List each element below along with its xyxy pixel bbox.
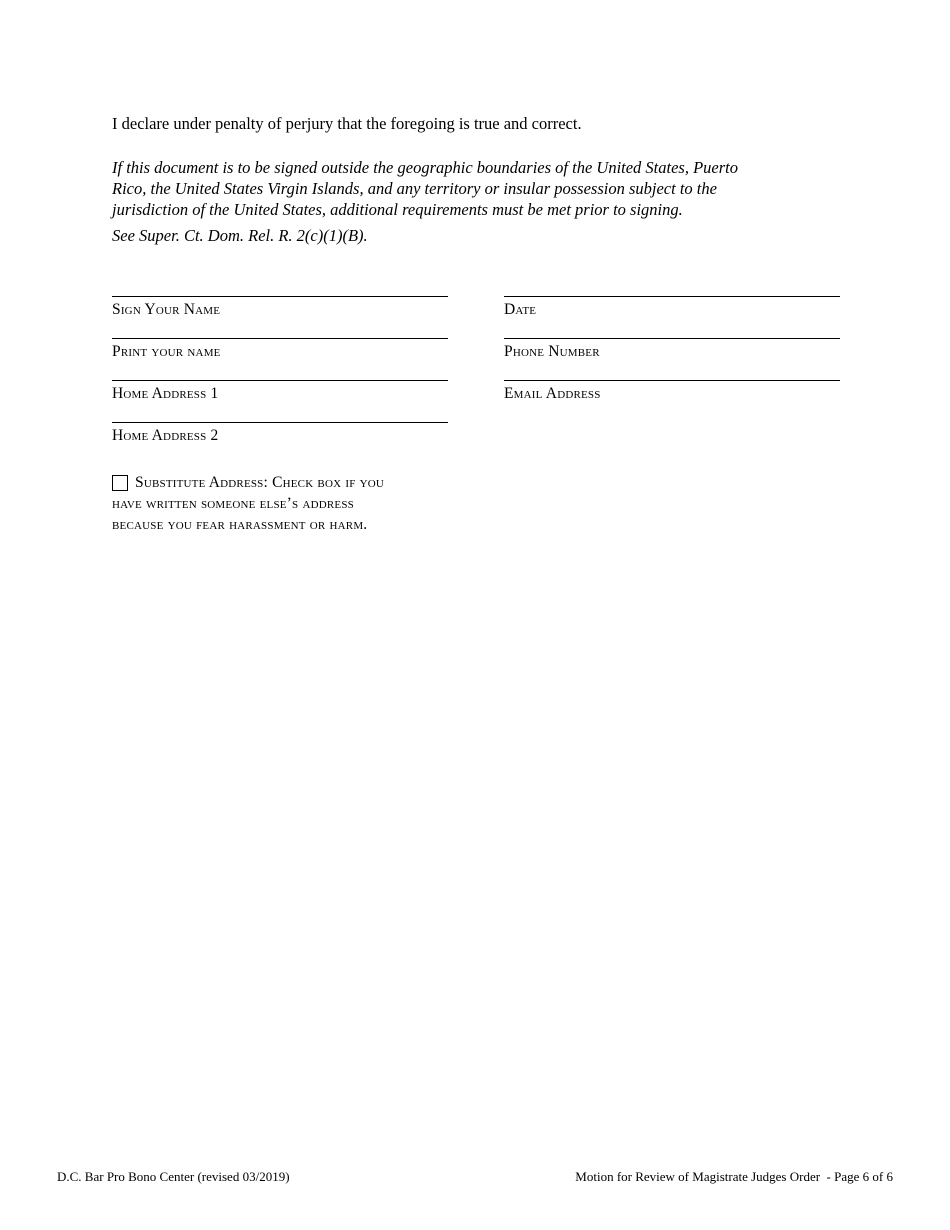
print-your-name-line[interactable] xyxy=(112,338,448,360)
sign-your-name-label: Sign Your Name xyxy=(112,301,221,318)
home-address-2-label: Home Address 2 xyxy=(112,427,219,444)
email-address-label: Email Address xyxy=(504,385,601,402)
substitute-address-checkbox[interactable] xyxy=(112,475,128,491)
substitute-address-label-line: have written someone else’s address xyxy=(112,495,354,512)
notice-line: Rico, the United States Virgin Islands, and any territory or insular possession subject to the xyxy=(112,179,717,198)
email-address-line[interactable] xyxy=(504,380,840,402)
phone-number-label: Phone Number xyxy=(504,343,600,360)
perjury-declaration-text: I declare under penalty of perjury that the foregoing is true and correct. xyxy=(112,114,582,133)
phone-number-line[interactable] xyxy=(504,338,840,360)
date-line[interactable] xyxy=(504,296,840,318)
home-address-2-line[interactable] xyxy=(112,422,448,444)
substitute-address-label-line: Substitute Address: Check box if you xyxy=(135,474,385,491)
notice-line: jurisdiction of the United States, additional requirements must be met prior to signing. xyxy=(112,200,683,219)
rule-citation: See Super. Ct. Dom. Rel. R. 2(c)(1)(B). xyxy=(112,226,368,245)
home-address-1-line[interactable] xyxy=(112,380,448,402)
substitute-address-label-line: because you fear harassment or harm. xyxy=(112,516,368,533)
footer-title-page-number: Motion for Review of Magistrate Judges Order - Page 6 of 6 xyxy=(575,1169,893,1184)
notice-line: If this document is to be signed outside the geographic boundaries of the United States, Puerto xyxy=(112,158,739,177)
date-label: Date xyxy=(504,301,537,318)
sign-your-name-line[interactable] xyxy=(112,296,448,318)
footer-source-text: D.C. Bar Pro Bono Center (revised 03/2019) xyxy=(57,1169,290,1184)
signing-outside-us-notice xyxy=(112,157,852,246)
home-address-1-label: Home Address 1 xyxy=(112,385,219,402)
print-your-name-label: Print your name xyxy=(112,343,221,360)
substitute-address-section xyxy=(112,472,457,535)
